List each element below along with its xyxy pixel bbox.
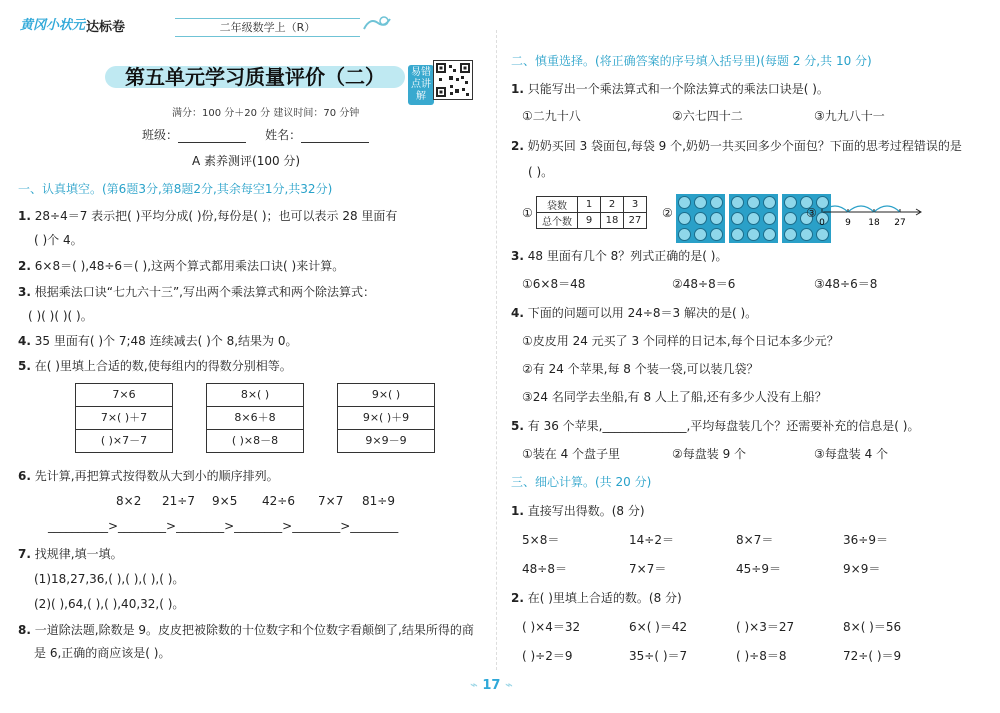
option-marker[interactable]: ③ <box>806 206 817 220</box>
option[interactable]: ③24 名同学去坐船,有 8 人上了船,还有多少人没有上船？ <box>522 390 827 404</box>
tick-label: 9 <box>845 218 851 228</box>
section-2-heading: 二、慎重选择。(将正确答案的序号填入括号里)(每题 2 分,共 10 分) <box>511 54 872 68</box>
calc-item[interactable]: 45÷9＝ <box>736 562 781 576</box>
class-field[interactable] <box>178 130 246 143</box>
table-cell: 18 <box>601 213 624 229</box>
equation-box-3 <box>337 383 435 453</box>
calc-item[interactable]: 8×7＝ <box>736 533 774 547</box>
option[interactable]: ③每盘装 4 个 <box>814 447 889 461</box>
question-2: 2. 6×8＝( ),48÷6＝( ),这两个算式都用乘法口诀( )来计算。 <box>18 259 345 273</box>
class-label: 班级： <box>142 128 179 142</box>
question-6: 6. 先计算,再把算式按得数从大到小的顺序排列。 <box>18 469 279 483</box>
question-1-cont: ( )个 4。 <box>34 233 83 247</box>
box-cell: 9×( )＋9 <box>338 407 434 430</box>
equation-box-2 <box>206 383 304 453</box>
option[interactable]: ②48÷8＝6 <box>672 277 736 291</box>
bag-icon <box>676 194 725 243</box>
question-8: 8. 一道除法题,除数是 9。皮皮把被除数的十位数字和个位数字看颠倒了,结果所得的商 <box>18 623 474 637</box>
q6-expr: 9×5 <box>212 494 238 508</box>
box-cell: ( )×7－7 <box>100 434 148 447</box>
question-5: 5. 在( )里填上合适的数,使每组内的得数分别相等。 <box>18 359 292 373</box>
table-cell: 2 <box>601 197 624 213</box>
bag-icon <box>729 194 778 243</box>
option[interactable]: ①装在 4 个盘子里 <box>522 447 621 461</box>
q6-expr: 7×7 <box>318 494 344 508</box>
table-cell: 27 <box>624 213 647 229</box>
option[interactable]: ②每盘装 9 个 <box>672 447 747 461</box>
calc-item[interactable]: 9×9＝ <box>843 562 881 576</box>
question-7-part2: (2)( ),64,( ),( ),40,32,( )。 <box>34 597 185 611</box>
equation-box-1 <box>75 383 173 453</box>
box-cell: ( )×8－8 <box>231 434 279 447</box>
tick-label: 18 <box>868 218 880 228</box>
tick-label: 0 <box>819 218 825 228</box>
fill-item[interactable]: 72÷( )＝9 <box>843 649 902 663</box>
choice-question-2: 2. 奶奶买回 3 袋面包,每袋 9 个,奶奶一共买回多少个面包？下面的思考过程错误的是 <box>511 139 962 153</box>
box-cell: 9×9－9 <box>365 434 407 447</box>
score-time-info: 满分：100 分＋20 分 建议时间：70 分钟 <box>172 108 360 119</box>
choice-question-1: 1. 只能写出一个乘法算式和一个除法算式的乘法口诀是( )。 <box>511 82 829 96</box>
box-cell: 9×( ) <box>338 384 434 407</box>
number-line-icon <box>818 196 924 230</box>
fill-item[interactable]: ( )×4＝32 <box>522 620 581 634</box>
option[interactable]: ②有 24 个苹果,每 8 个装一袋,可以装几袋？ <box>522 362 759 376</box>
fill-item[interactable]: ( )÷2＝9 <box>522 649 573 663</box>
page-number: ⌁ 17 ⌁ <box>470 678 513 693</box>
question-8-cont: 是 6,正确的商应该是( )。 <box>34 646 171 660</box>
table-cell: 3 <box>624 197 647 213</box>
option[interactable]: ③九九八十一 <box>814 109 885 123</box>
question-7: 7. 找规律,填一填。 <box>18 547 123 561</box>
table-cell: 1 <box>578 197 601 213</box>
calc-item[interactable]: 48÷8＝ <box>522 562 567 576</box>
calc-item[interactable]: 5×8＝ <box>522 533 560 547</box>
question-3-blanks: ( )( )( )( )。 <box>28 309 93 323</box>
q6-expr: 42÷6 <box>262 494 295 508</box>
choice-question-4: 4. 下面的问题可以用 24÷8＝3 解决的是( )。 <box>511 306 758 320</box>
q6-expr: 21÷7 <box>162 494 195 508</box>
table-row <box>537 213 647 229</box>
box-cell: 8×6＋8 <box>207 407 303 430</box>
page-title: 第五单元学习质量评价（二） <box>105 62 405 92</box>
table-row <box>537 197 647 213</box>
student-info <box>142 126 369 143</box>
option[interactable]: ②六七四十二 <box>672 109 743 123</box>
box-cell: 7×6 <box>76 384 172 407</box>
question-7-part1: (1)18,27,36,( ),( ),( ),( )。 <box>34 572 185 586</box>
choice-question-2-cont: ( )。 <box>528 165 554 179</box>
section-3-heading: 三、细心计算。(共 20 分) <box>511 475 652 489</box>
section-1-heading: 一、认真填空。(第6题3分,第8题2分,其余每空1分,共32分) <box>18 182 333 196</box>
table-cell: 袋数 <box>537 197 578 213</box>
qr-code-icon[interactable] <box>433 60 473 100</box>
qr-label: 易错点讲解 <box>408 65 434 105</box>
section-a-title: A 素养测评(100 分) <box>192 154 301 168</box>
fill-item[interactable]: 8×( )＝56 <box>843 620 902 634</box>
option-marker[interactable]: ① <box>522 206 533 220</box>
fill-item[interactable]: 6×( )＝42 <box>629 620 688 634</box>
brand-logo: 黄冈小状元 <box>20 18 86 33</box>
option[interactable]: ①二九十八 <box>522 109 581 123</box>
option[interactable]: ①6×8＝48 <box>522 277 586 291</box>
q6-expr: 8×2 <box>116 494 142 508</box>
calc-item[interactable]: 7×7＝ <box>629 562 667 576</box>
fill-item[interactable]: ( )÷8＝8 <box>736 649 787 663</box>
option-marker[interactable]: ② <box>662 206 673 220</box>
calc-question-1: 1. 直接写出得数。(8 分) <box>511 504 645 518</box>
calc-item[interactable]: 36÷9＝ <box>843 533 888 547</box>
fill-item[interactable]: 35÷( )＝7 <box>629 649 688 663</box>
table-cell: 9 <box>578 213 601 229</box>
choice-question-3: 3. 48 里面有几个 8？列式正确的是( )。 <box>511 249 728 263</box>
q6-order-line[interactable]: __________>________>________>________>________>________ <box>48 519 399 533</box>
table-cell: 总个数 <box>537 213 578 229</box>
question-3: 3. 根据乘法口诀“七九六十三”,写出两个乘法算式和两个除法算式： <box>18 285 376 299</box>
q6-expr: 81÷9 <box>362 494 395 508</box>
fill-item[interactable]: ( )×3＝27 <box>736 620 795 634</box>
grade-label: 二年级数学上（R） <box>175 18 360 37</box>
box-cell: 7×( )＋7 <box>76 407 172 430</box>
tick-label: 27 <box>894 218 906 228</box>
choice-question-5: 5. 有 36 个苹果,______________,平均每盘装几个？还需要补充的信息是( )。 <box>511 419 920 433</box>
bag-count-table <box>536 196 647 229</box>
calc-item[interactable]: 14÷2＝ <box>629 533 674 547</box>
column-divider <box>496 30 497 670</box>
option[interactable]: ③48÷6＝8 <box>814 277 878 291</box>
name-field[interactable] <box>301 130 369 143</box>
question-4: 4. 35 里面有( )个 7;48 连续减去( )个 8,结果为 0。 <box>18 334 298 348</box>
box-cell: 8×( ) <box>207 384 303 407</box>
paper-type: 达标卷 <box>86 20 126 35</box>
question-1: 1. 28÷4＝7 表示把( )平均分成( )份,每份是( )；也可以表示 28 里面有 <box>18 209 398 223</box>
name-label: 姓名： <box>265 128 302 142</box>
option[interactable]: ①皮皮用 24 元买了 3 个同样的日记本,每个日记本多少元？ <box>522 334 839 348</box>
calc-question-2: 2. 在( )里填上合适的数。(8 分) <box>511 591 682 605</box>
wave-icon <box>362 13 392 35</box>
